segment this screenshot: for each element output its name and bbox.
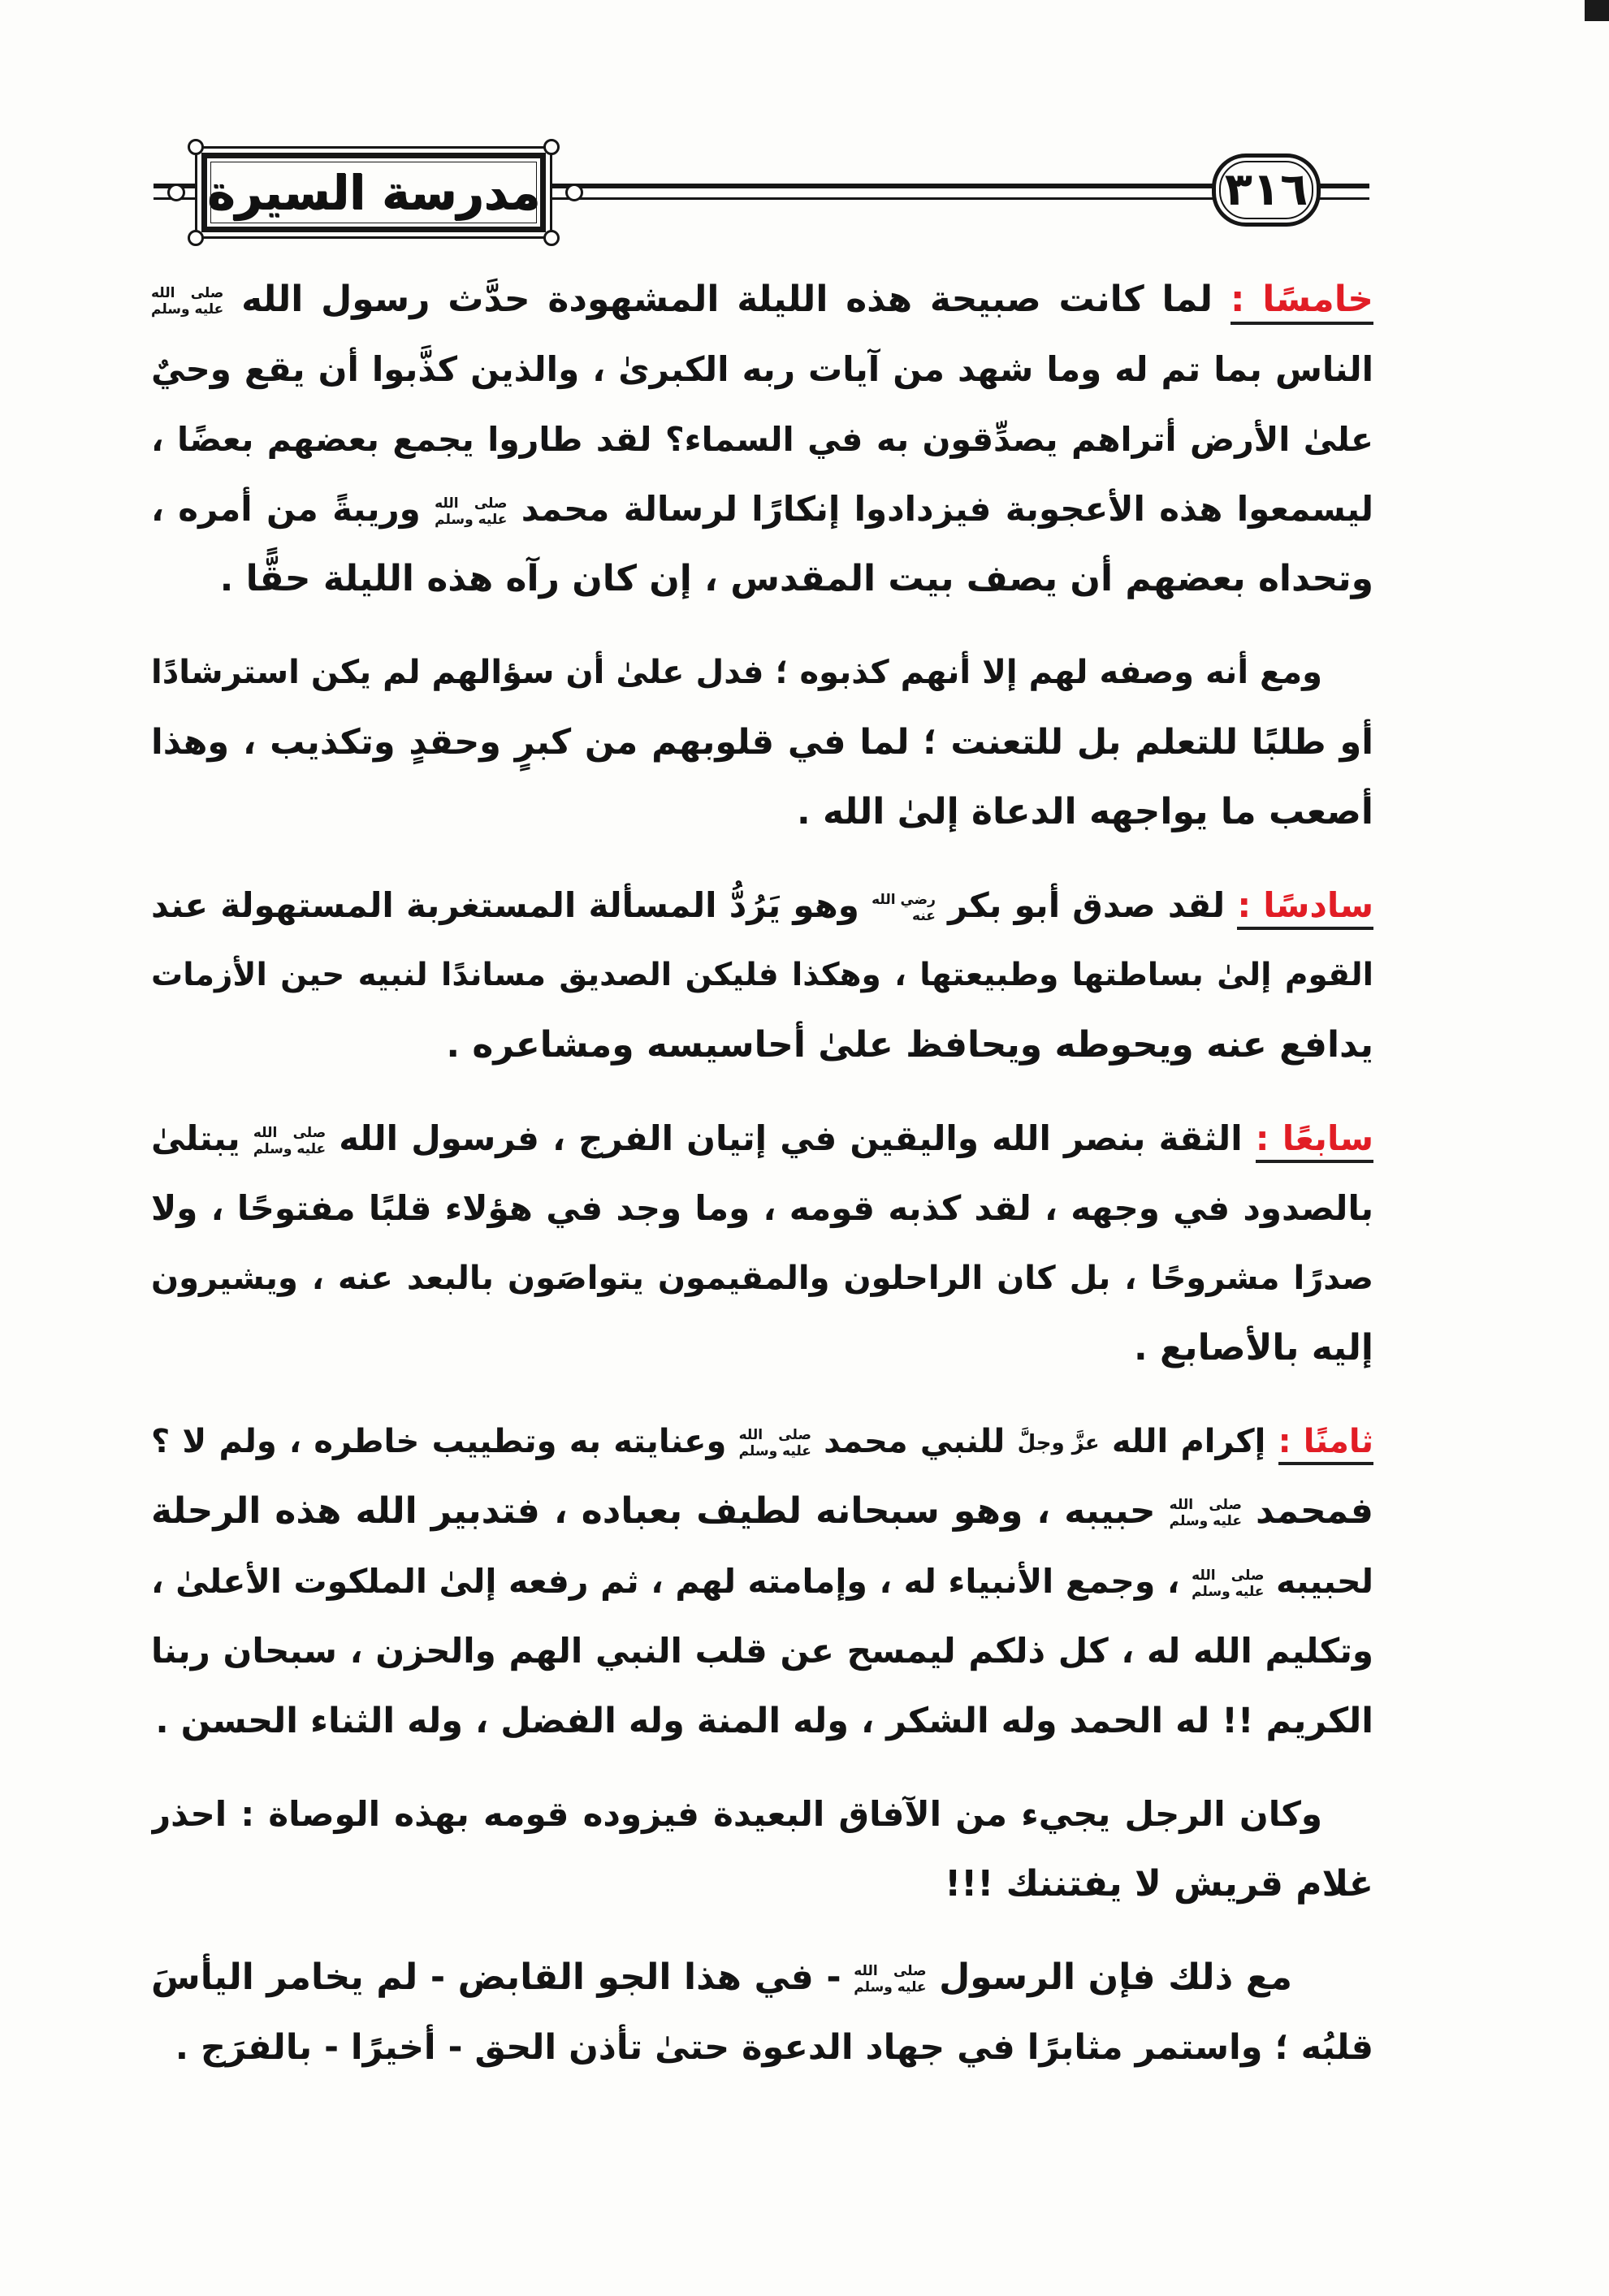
corner-ornament-icon <box>543 230 560 246</box>
text-segment: فمحمد <box>1256 1490 1373 1532</box>
section-label: ثامنًا : <box>1278 1423 1373 1465</box>
book-title-inner <box>201 153 546 232</box>
honorific-salla <box>1170 1497 1242 1529</box>
text-line <box>151 1616 1373 1686</box>
text-line <box>151 940 1373 1010</box>
text-line <box>151 1943 1373 2013</box>
text-segment: إليه بالأصابع . <box>1133 1327 1373 1369</box>
text-segment: الكريم !! له الحمد وله الشكر ، وله المنة وله الفضل ، وله الثناء الحسن . <box>155 1701 1373 1741</box>
text-segment: ، وجمع الأنبياء له ، وإمامته لهم ، ثم رفعه إلىٰ الملكوت الأعلىٰ ، <box>151 1562 1180 1601</box>
page-number: ٣١٦ <box>1224 163 1308 216</box>
paragraph <box>151 1943 1373 2082</box>
text-line <box>151 404 1373 474</box>
text-segment: قلبُه ؛ واستمر مثابرًا في جهاد الدعوة حتىٰ تأذن الحق - أخيرًا - بالفرَج . <box>175 2027 1373 2068</box>
corner-ornament-icon <box>543 139 560 155</box>
text-line <box>151 1686 1373 1756</box>
text-line <box>151 871 1373 940</box>
honorific-azza: عزَّ وجلَّ <box>1017 1431 1100 1455</box>
honorific-salla <box>739 1427 811 1459</box>
honorific-line: صلى الله <box>253 1124 327 1141</box>
honorific-line: صلى الله <box>738 1427 811 1443</box>
text-line <box>151 335 1373 404</box>
honorific-salla <box>151 285 223 318</box>
paragraph <box>151 638 1373 847</box>
honorific-salla <box>1192 1567 1264 1600</box>
text-segment: مع ذلك فإن الرسول <box>939 1957 1293 1998</box>
honorific-line: عليه وسلم <box>854 1979 927 1995</box>
text-segment: - في هذا الجو القابض - لم يخامر اليأسَ <box>151 1957 841 1998</box>
text-line <box>151 265 1373 335</box>
paragraph <box>151 1779 1373 1919</box>
text-segment: إكرام الله <box>1111 1423 1266 1460</box>
text-line <box>151 1313 1373 1383</box>
text-line <box>151 1779 1373 1849</box>
book-title-frame <box>195 146 552 239</box>
honorific-line: صلى الله <box>435 495 508 512</box>
text-line <box>151 474 1373 544</box>
honorific-line: عليه وسلم <box>1192 1584 1265 1600</box>
text-line <box>151 544 1373 614</box>
text-line <box>151 1010 1373 1080</box>
section-label: سابعًا : <box>1256 1118 1373 1163</box>
honorific-line: عليه وسلم <box>738 1443 811 1459</box>
honorific-salla <box>253 1125 326 1157</box>
honorific-line: عليه وسلم <box>1169 1513 1242 1529</box>
text-segment: لحبيبه <box>1275 1562 1373 1601</box>
text-line <box>151 1104 1373 1174</box>
page-number-inner <box>1219 161 1313 219</box>
page-body <box>151 265 1373 2082</box>
text-segment: لما كانت صبيحة هذه الليلة المشهودة حدَّث رسول الله <box>241 279 1213 320</box>
section-label: سادسًا : <box>1237 885 1373 930</box>
text-segment: أصعب ما يواجهه الدعاة إلىٰ الله . <box>797 791 1373 832</box>
text-line <box>151 1546 1373 1616</box>
paragraph <box>151 1407 1373 1756</box>
section-label: خامسًا : <box>1231 279 1373 325</box>
text-segment: حبيبه ، وهو سبحانه لطيف بعباده ، فتدبير الله هذه الرحلة <box>151 1490 1156 1532</box>
text-line <box>151 2013 1373 2082</box>
text-line <box>151 1174 1373 1243</box>
text-segment: وهو يَرُدُّ المسألة المستغربة المستهولة عند <box>151 885 859 925</box>
text-segment: يدافع عنه ويحوطه ويحافظ علىٰ أحاسيسه ومشاعره . <box>446 1024 1373 1066</box>
honorific-line: عليه وسلم <box>253 1140 327 1157</box>
honorific-line: صلى الله <box>1192 1567 1265 1584</box>
ornament-ring-icon <box>565 184 583 201</box>
honorific-salla <box>435 495 507 528</box>
ornament-ring-icon <box>167 184 185 201</box>
honorific-line: صلى الله <box>854 1963 927 1979</box>
paragraph <box>151 265 1373 614</box>
text-line <box>151 1849 1373 1919</box>
text-segment: للنبي محمد <box>824 1423 1006 1460</box>
honorific-line: عنه <box>912 907 936 924</box>
text-line <box>151 1407 1373 1477</box>
text-segment: بالصدود في وجهه ، لقد كذبه قومه ، وما وجد في هؤلاء قلبًا مفتوحًا ، ولا <box>151 1188 1373 1228</box>
honorific-line: رضي الله <box>872 891 936 908</box>
text-line <box>151 638 1373 707</box>
text-segment: ليسمعوا هذه الأعجوبة فيزدادوا إنكارًا لرسالة محمد <box>521 489 1373 529</box>
text-segment: أو طلبًا للتعلم بل للتعنت ؛ لما في قلوبهم من كبرٍ وحقدٍ وتكذيب ، وهذا <box>151 722 1373 763</box>
honorific-line: عليه وسلم <box>151 301 224 318</box>
text-segment: وتكليم الله له ، كل ذلكم ليمسح عن قلب النبي الهم والحزن ، سبحان ربنا <box>151 1631 1373 1671</box>
paragraph <box>151 871 1373 1080</box>
corner-ornament-icon <box>188 230 204 246</box>
paragraph <box>151 1104 1373 1383</box>
text-segment: علىٰ الأرض أتراهم يصدِّقون به في السماء؟ لقد طاروا يجمع بعضهم بعضًا ، <box>151 420 1373 459</box>
text-segment: لقد صدق أبو بكر <box>948 885 1226 925</box>
scan-edge-mark <box>1585 0 1609 21</box>
honorific-line: صلى الله <box>1169 1497 1242 1513</box>
text-segment: الثقة بنصر الله واليقين في إتيان الفرج ، فرسول الله <box>339 1118 1243 1158</box>
text-line <box>151 1243 1373 1313</box>
text-segment: وعنايته به وتطييب خاطره ، ولم لا ؟ <box>151 1423 727 1460</box>
text-segment: وريبةً من أمره ، <box>151 489 421 529</box>
text-segment: وتحداه بعضهم أن يصف بيت المقدس ، إن كان رآه هذه الليلة حقًّا . <box>219 558 1373 599</box>
text-segment: القوم إلىٰ بساطتها وطبيعتها ، وهكذا فليكن الصديق مساندًا لنبيه حين الأزمات <box>151 957 1373 993</box>
text-segment: الناس بما تم له وما شهد من آيات ربه الكبرىٰ ، والذين كذَّبوا أن يقع وحيٌ <box>151 349 1373 389</box>
honorific-line: عليه وسلم <box>435 511 508 528</box>
honorific-radi <box>872 892 936 924</box>
text-line <box>151 1477 1373 1546</box>
text-line <box>151 707 1373 777</box>
text-segment: وكان الرجل يجيء من الآفاق البعيدة فيزوده قومه بهذه الوصاة : احذر <box>151 1794 1322 1834</box>
page-number-badge <box>1212 153 1321 227</box>
book-title: مدرسة السيرة <box>207 165 540 220</box>
honorific-salla <box>854 1963 926 1995</box>
text-segment: ومع أنه وصفه لهم إلا أنهم كذبوه ؛ فدل علىٰ أن سؤالهم لم يكن استرشادًا <box>151 654 1322 691</box>
text-segment: غلام قريش لا يفتننك !!! <box>945 1863 1373 1905</box>
text-line <box>151 777 1373 847</box>
honorific-line: صلى الله <box>151 285 224 301</box>
text-segment: صدرًا مشروحًا ، بل كان الراحلون والمقيمون يتواصَون بالبعد عنه ، ويشيرون <box>151 1260 1373 1297</box>
text-segment: يبتلىٰ <box>151 1118 240 1158</box>
